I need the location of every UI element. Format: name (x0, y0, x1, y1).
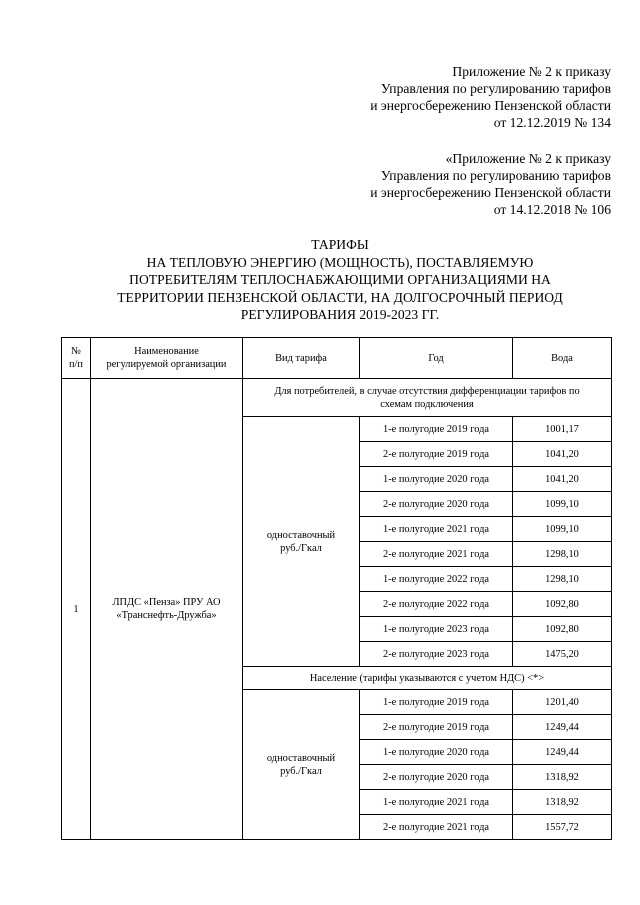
period-cell: 1-е полугодие 2020 года (360, 467, 513, 492)
cell-line: ЛПДС «Пенза» ПРУ АО (112, 597, 221, 608)
water-value-cell: 1041,20 (513, 442, 612, 467)
water-value-cell: 1001,17 (513, 417, 612, 442)
water-value-cell: 1298,10 (513, 567, 612, 592)
period-cell: 1-е полугодие 2019 года (360, 690, 513, 715)
title-line: ТЕРРИТОРИИ ПЕНЗЕНСКОЙ ОБЛАСТИ, НА ДОЛГОСРОЧНЫЙ ПЕРИОД (117, 289, 563, 305)
tariff-type (243, 690, 360, 840)
water-value-cell: 1249,44 (513, 740, 612, 765)
period-cell: 2-е полугодие 2021 года (360, 542, 513, 567)
period-cell: 1-е полугодие 2023 года (360, 617, 513, 642)
cell-line: Для потребителей, в случае отсутствия дифференциации тарифов по (274, 385, 580, 397)
water-value-cell: 1041,20 (513, 467, 612, 492)
period-cell: 2-е полугодие 2019 года (360, 442, 513, 467)
section-title (243, 667, 612, 690)
title-line: ПОТРЕБИТЕЛЯМ ТЕПЛОСНАБЖАЮЩИМИ ОРГАНИЗАЦИЯМИ НА (129, 272, 551, 288)
cell-line: руб./Гкал (280, 542, 322, 554)
header-line: и энергосбережению Пензенской области (370, 98, 611, 113)
section-header-row (62, 379, 612, 417)
document-title (60, 236, 620, 324)
period-cell: 1-е полугодие 2020 года (360, 740, 513, 765)
header-line: от 14.12.2018 № 106 (493, 202, 611, 217)
cell-line: схемам подключения (380, 398, 474, 410)
period-cell: 1-е полугодие 2021 года (360, 517, 513, 542)
water-value-cell: 1249,44 (513, 715, 612, 740)
cell-line: Население (тарифы указываются с учетом НДС) <*> (309, 672, 545, 684)
cell-line: одноставочный (266, 752, 336, 764)
water-value-cell: 1298,10 (513, 542, 612, 567)
water-value-cell: 1099,10 (513, 492, 612, 517)
header-tariff-type: Вид тарифа (243, 338, 360, 379)
title-line: РЕГУЛИРОВАНИЯ 2019-2023 ГГ. (240, 307, 440, 323)
header-line: и энергосбережению Пензенской области (370, 185, 611, 200)
organization-name (91, 379, 243, 840)
period-cell: 1-е полугодие 2021 года (360, 790, 513, 815)
cell-line: одноставочный (266, 529, 336, 541)
section-title (243, 379, 612, 417)
tariff-type (243, 417, 360, 667)
title-line: ТАРИФЫ (311, 237, 369, 252)
row-number: 1 (62, 379, 91, 840)
header-line: «Приложение № 2 к приказу (445, 151, 611, 166)
water-value-cell: 1092,80 (513, 592, 612, 617)
header-organization: Наименование регулируемой организации (91, 338, 243, 379)
order-reference-current (370, 63, 611, 131)
water-value-cell: 1099,10 (513, 517, 612, 542)
period-cell: 2-е полугодие 2020 года (360, 492, 513, 517)
period-cell: 2-е полугодие 2022 года (360, 592, 513, 617)
water-value-cell: 1092,80 (513, 617, 612, 642)
period-cell: 1-е полугодие 2022 года (360, 567, 513, 592)
title-line: НА ТЕПЛОВУЮ ЭНЕРГИЮ (МОЩНОСТЬ), ПОСТАВЛЯЕМУЮ (146, 254, 534, 270)
table-header-row (62, 338, 612, 379)
header-number: № п/п (62, 338, 91, 379)
period-cell: 2-е полугодие 2023 года (360, 642, 513, 667)
cell-line: «Транснефть-Дружба» (116, 610, 217, 621)
order-reference-prior (370, 150, 611, 218)
header-line: Управления по регулированию тарифов (380, 168, 611, 183)
period-cell: 2-е полугодие 2021 года (360, 815, 513, 840)
water-value-cell: 1318,92 (513, 790, 612, 815)
header-line: Управления по регулированию тарифов (380, 81, 611, 96)
period-cell: 2-е полугодие 2020 года (360, 765, 513, 790)
tariff-table (61, 337, 612, 840)
period-cell: 1-е полугодие 2019 года (360, 417, 513, 442)
header-line: Приложение № 2 к приказу (452, 64, 611, 79)
header-line: от 12.12.2019 № 134 (493, 115, 611, 130)
cell-line: руб./Гкал (280, 765, 322, 777)
period-cell: 2-е полугодие 2019 года (360, 715, 513, 740)
header-year: Год (360, 338, 513, 379)
header-water: Вода (513, 338, 612, 379)
water-value-cell: 1557,72 (513, 815, 612, 840)
water-value-cell: 1201,40 (513, 690, 612, 715)
water-value-cell: 1318,92 (513, 765, 612, 790)
water-value-cell: 1475,20 (513, 642, 612, 667)
